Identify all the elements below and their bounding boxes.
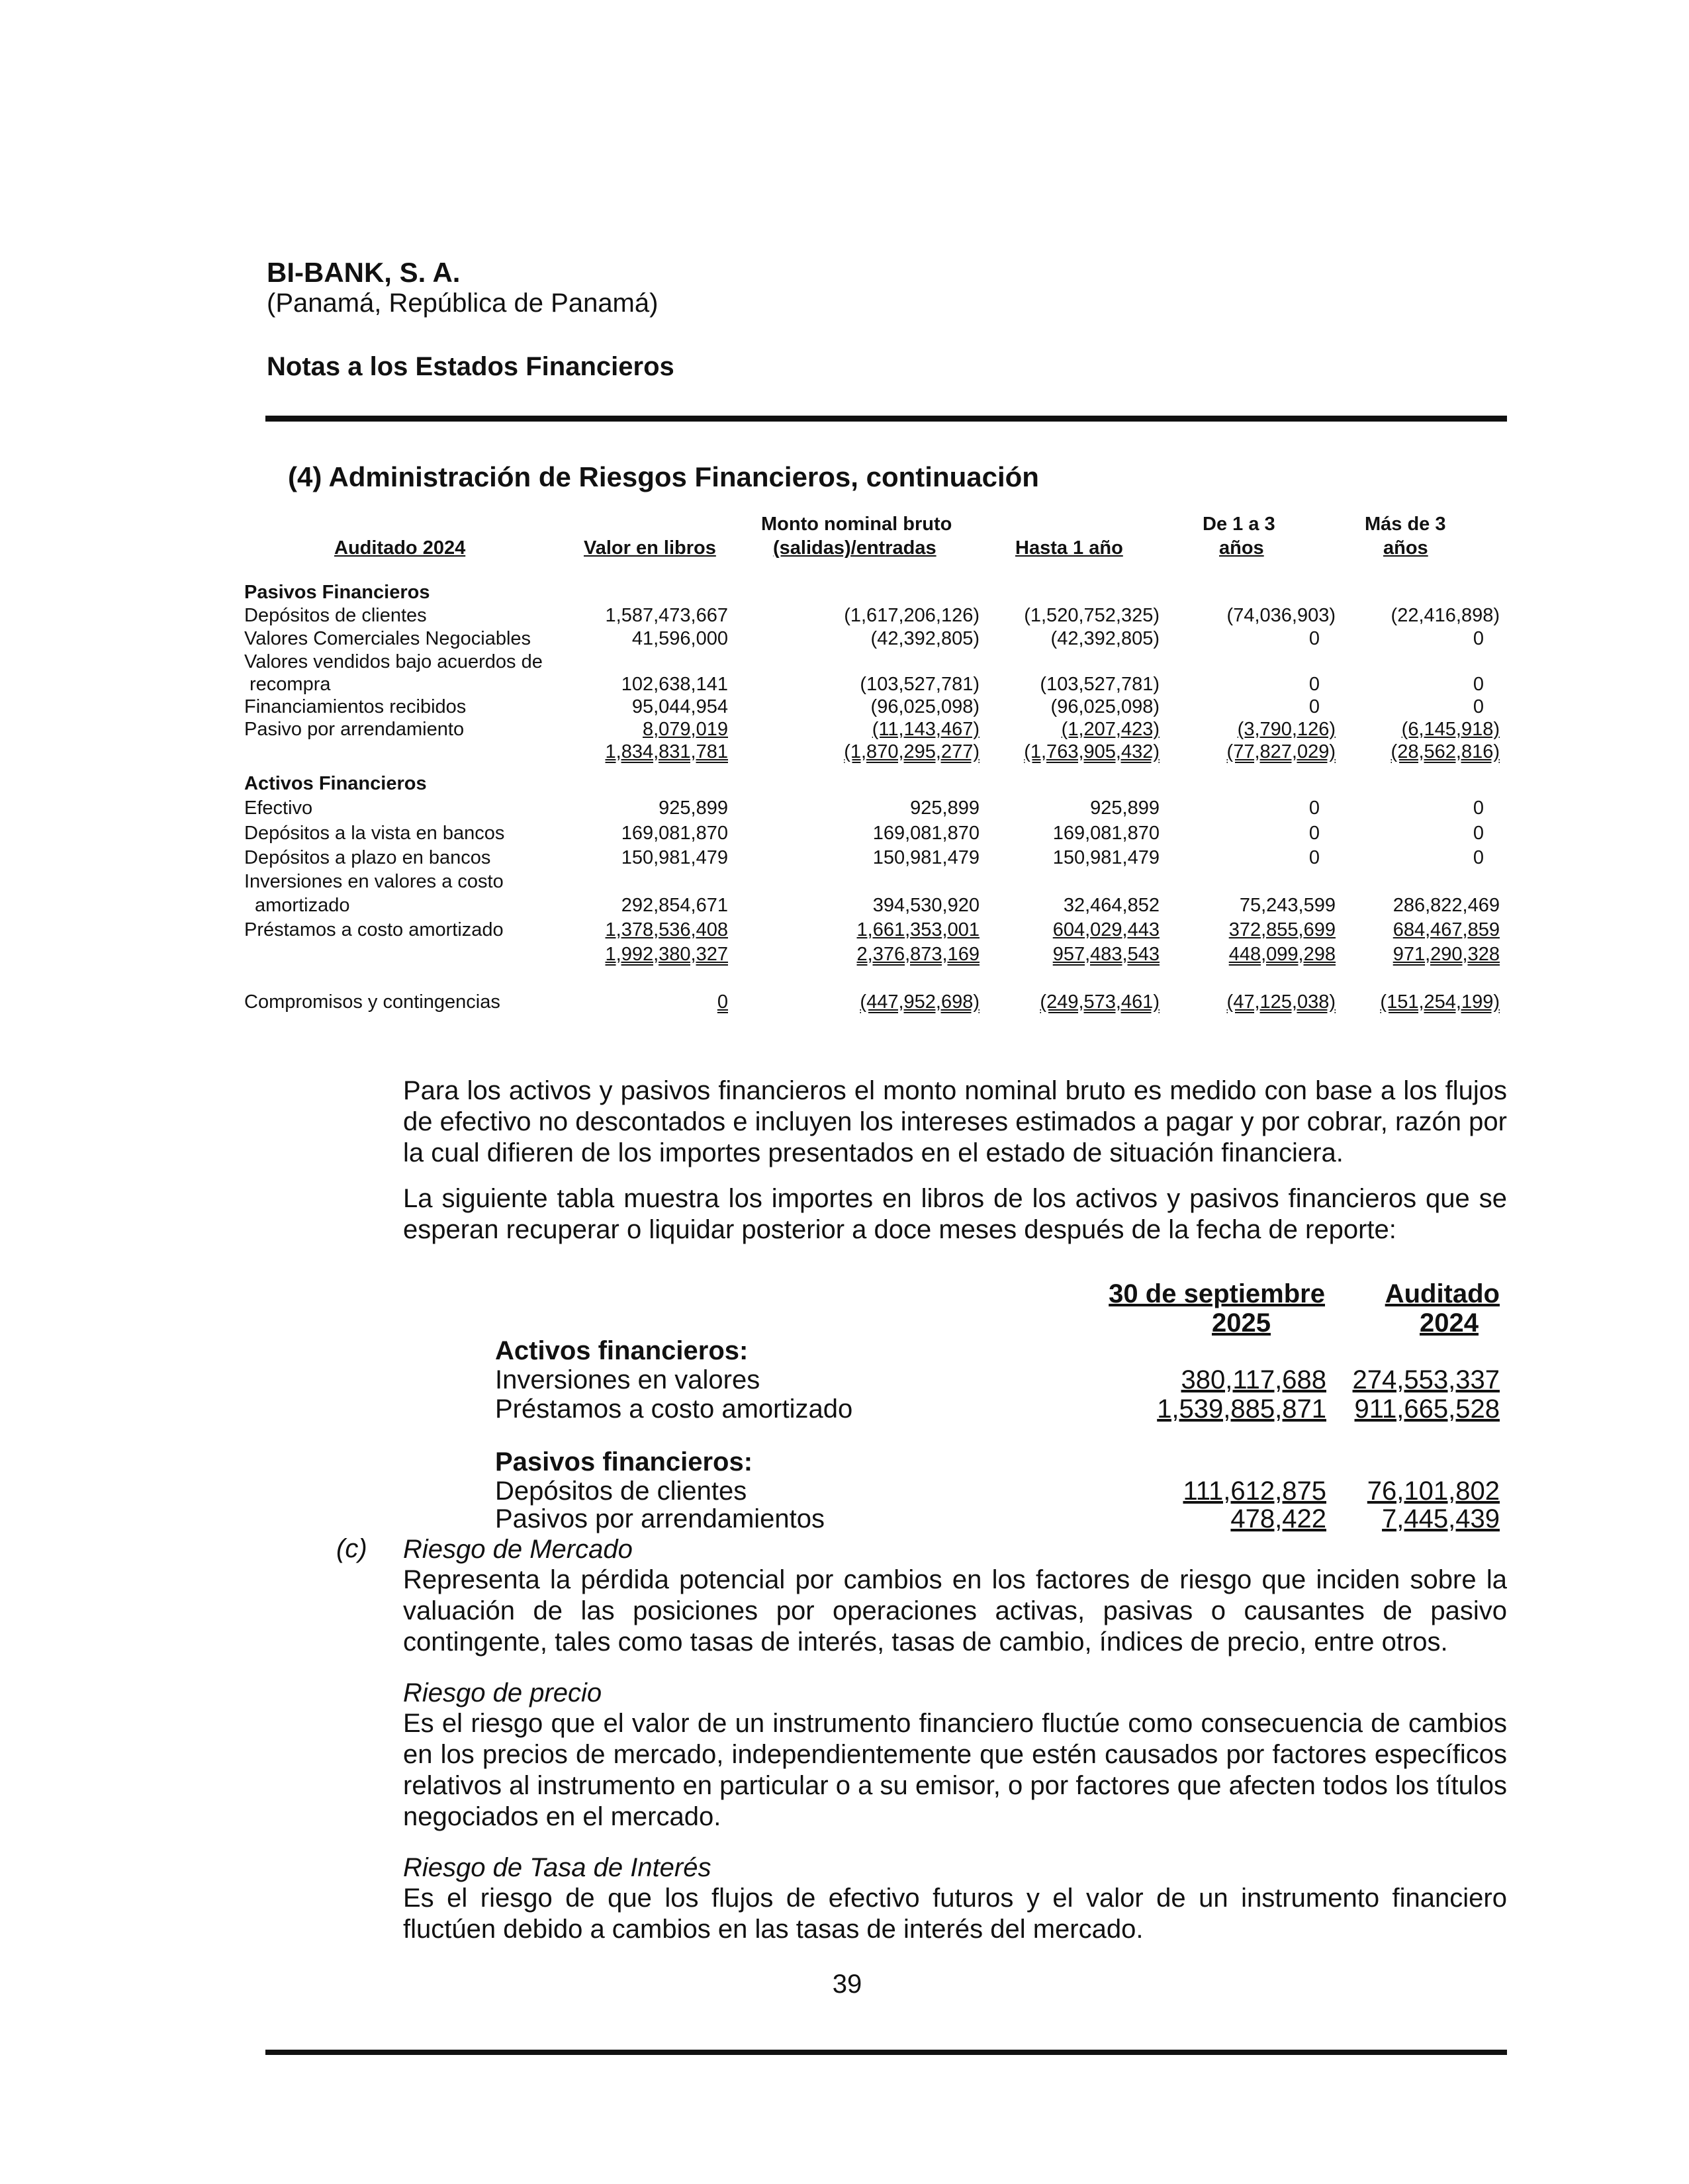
section-label-c: (c)	[336, 1534, 367, 1563]
table-row-label: Efectivo	[244, 797, 313, 819]
total-cell: 957,483,543	[1052, 944, 1160, 965]
table-cell: 292,854,671	[621, 895, 728, 916]
table-row-label: Pasivos por arrendamientos	[495, 1504, 825, 1533]
table-cell: 0	[717, 991, 728, 1013]
table-row-label: Inversiones en valores	[495, 1365, 760, 1394]
table-row-label: Compromisos y contingencias	[244, 991, 500, 1013]
col-header-monto-line2: (salidas)/entradas	[773, 537, 936, 559]
table-cell: 102,638,141	[621, 674, 728, 695]
col-header-2025-line1: 30 de septiembre	[1109, 1279, 1325, 1308]
market-risk-title: Riesgo de Mercado	[403, 1535, 633, 1564]
table-cell: 925,899	[1090, 797, 1160, 819]
table-row-label: Financiamientos recibidos	[244, 696, 467, 717]
table-cell: 0	[1473, 674, 1484, 695]
table-cell: 380,117,688	[1181, 1365, 1326, 1394]
activos-financieros-title: Activos financieros:	[495, 1336, 749, 1365]
total-cell: 1,834,831,781	[605, 741, 728, 762]
table-row-label: Depósitos de clientes	[495, 1477, 747, 1506]
table-cell: (1,207,423)	[1061, 719, 1160, 740]
table-cell: 1,587,473,667	[605, 605, 728, 626]
table-cell: 274,553,337	[1352, 1365, 1500, 1394]
table-row-label: Préstamos a costo amortizado	[244, 919, 504, 940]
table-row-label: Préstamos a costo amortizado	[495, 1394, 853, 1424]
table-cell: 286,822,469	[1392, 895, 1500, 916]
col-header-de1a3-line1: De 1 a 3	[1203, 514, 1275, 535]
table-row-label: amortizado	[255, 895, 350, 916]
table-cell: 394,530,920	[872, 895, 980, 916]
table-cell: 0	[1308, 628, 1320, 649]
table-cell: (103,527,781)	[1040, 674, 1160, 695]
table-cell: (103,527,781)	[860, 674, 980, 695]
table-cell: 32,464,852	[1063, 895, 1160, 916]
table-cell: 372,855,699	[1228, 919, 1336, 940]
activos-section-title: Activos Financieros	[244, 773, 427, 794]
table-cell: 41,596,000	[631, 628, 728, 649]
table-cell: 169,081,870	[1052, 823, 1160, 844]
table-cell: (151,254,199)	[1380, 991, 1500, 1013]
table-cell: 169,081,870	[621, 823, 728, 844]
table-cell: (3,790,126)	[1237, 719, 1336, 740]
table-cell: 0	[1308, 823, 1320, 844]
table-cell: (22,416,898)	[1391, 605, 1500, 626]
table-cell: (42,392,805)	[870, 628, 980, 649]
table-cell: 478,422	[1230, 1504, 1326, 1533]
table-row-label: Pasivo por arrendamiento	[244, 719, 465, 740]
table-cell: (249,573,461)	[1040, 991, 1160, 1013]
table-row-label: Inversiones en valores a costo	[244, 871, 504, 892]
table-cell: (74,036,903)	[1226, 605, 1336, 626]
interest-rate-risk-title: Riesgo de Tasa de Interés	[403, 1853, 711, 1882]
header-rule	[265, 416, 1507, 422]
table-cell: 0	[1308, 674, 1320, 695]
col-header-2024-line2: 2024	[1420, 1308, 1479, 1338]
document-title: Notas a los Estados Financieros	[267, 352, 674, 381]
table-cell: (6,145,918)	[1401, 719, 1500, 740]
table-cell: 75,243,599	[1239, 895, 1336, 916]
table-cell: (96,025,098)	[1050, 696, 1160, 717]
table-row-label: Valores Comerciales Negociables	[244, 628, 531, 649]
table-cell: (42,392,805)	[1050, 628, 1160, 649]
market-risk-text: Representa la pérdida potencial por cambios en los factores de riesgo que inciden sobre la valuación de las posiciones por operaciones activas, pasivas o causantes de pasivo contingente, tales como tasas de interés, tasas de cambio, índices de precio, entre otros.	[403, 1565, 1507, 1657]
total-cell: 971,290,328	[1392, 944, 1500, 965]
page-number: 39	[832, 1970, 862, 1999]
table-cell: 0	[1473, 696, 1484, 717]
price-risk-title: Riesgo de precio	[403, 1678, 602, 1707]
table-cell: 0	[1473, 628, 1484, 649]
table-cell: 0	[1473, 797, 1484, 819]
table-cell: (1,617,206,126)	[844, 605, 980, 626]
table-cell: 8,079,019	[642, 719, 728, 740]
table-cell: (96,025,098)	[870, 696, 980, 717]
table-cell: 150,981,479	[872, 847, 980, 868]
col-header-mas3-line1: Más de 3	[1365, 514, 1446, 535]
company-name: BI-BANK, S. A.	[267, 257, 461, 288]
table-cell: 1,661,353,001	[856, 919, 980, 940]
total-cell: 448,099,298	[1228, 944, 1336, 965]
col-header-de1a3-line2: años	[1219, 537, 1264, 559]
section-title: (4) Administración de Riesgos Financieros, continuación	[288, 461, 1039, 492]
table-cell: 684,467,859	[1392, 919, 1500, 940]
table-cell: 0	[1473, 823, 1484, 844]
total-cell: (1,763,905,432)	[1024, 741, 1160, 762]
paragraph-recovery-intro: La siguiente tabla muestra los importes en libros de los activos y pasivos financieros que se esperan recuperar o liquidar posterior a doce meses después de la fecha de reporte:	[403, 1184, 1507, 1244]
col-header-valor-libros: Valor en libros	[584, 537, 716, 559]
col-header-mas3-line2: años	[1383, 537, 1428, 559]
total-cell: 2,376,873,169	[856, 944, 980, 965]
total-cell: (28,562,816)	[1391, 741, 1500, 762]
total-cell: (1,870,295,277)	[844, 741, 980, 762]
table-cell: 111,612,875	[1183, 1477, 1326, 1506]
footer-rule	[265, 2050, 1507, 2055]
col-header-auditado: Auditado 2024	[334, 537, 466, 559]
table-cell: (47,125,038)	[1226, 991, 1336, 1013]
table-row-label: Depósitos de clientes	[244, 605, 427, 626]
table-cell: 76,101,802	[1367, 1477, 1500, 1506]
table-cell: 169,081,870	[872, 823, 980, 844]
total-cell: 1,992,380,327	[605, 944, 728, 965]
pasivos-section-title: Pasivos Financieros	[244, 582, 430, 603]
table-cell: 95,044,954	[631, 696, 728, 717]
table-row-label: recompra	[250, 674, 331, 695]
table-cell: 0	[1308, 847, 1320, 868]
table-cell: (1,520,752,325)	[1024, 605, 1160, 626]
table-cell: 604,029,443	[1052, 919, 1160, 940]
pasivos-financieros-title: Pasivos financieros:	[495, 1447, 753, 1477]
table-cell: 0	[1308, 696, 1320, 717]
table-row-label: Valores vendidos bajo acuerdos de	[244, 651, 543, 672]
table-cell: 911,665,528	[1354, 1394, 1500, 1424]
col-header-2024-line1: Auditado	[1385, 1279, 1500, 1308]
total-cell: (77,827,029)	[1226, 741, 1336, 762]
table-cell: 0	[1473, 847, 1484, 868]
price-risk-text: Es el riesgo que el valor de un instrumento financiero fluctúe como consecuencia de cambios en los precios de mercado, independientemente que estén causados por factores específicos relativos al instrumento en particular o a su emisor, o por factores que afecten todos los títulos negociados en el mercado.	[403, 1709, 1507, 1831]
table-cell: (447,952,698)	[860, 991, 980, 1013]
table-cell: 1,539,885,871	[1157, 1394, 1326, 1424]
table-row-label: Depósitos a plazo en bancos	[244, 847, 491, 868]
table-cell: 0	[1308, 797, 1320, 819]
col-header-2025-line2: 2025	[1212, 1308, 1271, 1338]
col-header-monto-line1: Monto nominal bruto	[761, 514, 952, 535]
table-cell: 925,899	[659, 797, 728, 819]
table-cell: 7,445,439	[1382, 1504, 1500, 1533]
table-cell: 150,981,479	[1052, 847, 1160, 868]
table-cell: 925,899	[910, 797, 980, 819]
paragraph-nominal: Para los activos y pasivos financieros el monto nominal bruto es medido con base a los flujos de efectivo no descontados e incluyen los intereses estimados a pagar y por cobrar, razón por la cual difieren de los importes presentados en el estado de situación financiera.	[403, 1076, 1507, 1167]
interest-rate-risk-text: Es el riesgo de que los flujos de efectivo futuros y el valor de un instrumento financiero fluctúen debido a cambios en las tasas de interés del mercado.	[403, 1884, 1507, 1944]
table-cell: 150,981,479	[621, 847, 728, 868]
table-cell: (11,143,467)	[872, 719, 980, 740]
col-header-hasta-1: Hasta 1 año	[1015, 537, 1123, 559]
company-location: (Panamá, República de Panamá)	[267, 289, 659, 318]
table-cell: 1,378,536,408	[605, 919, 728, 940]
table-row-label: Depósitos a la vista en bancos	[244, 823, 505, 844]
